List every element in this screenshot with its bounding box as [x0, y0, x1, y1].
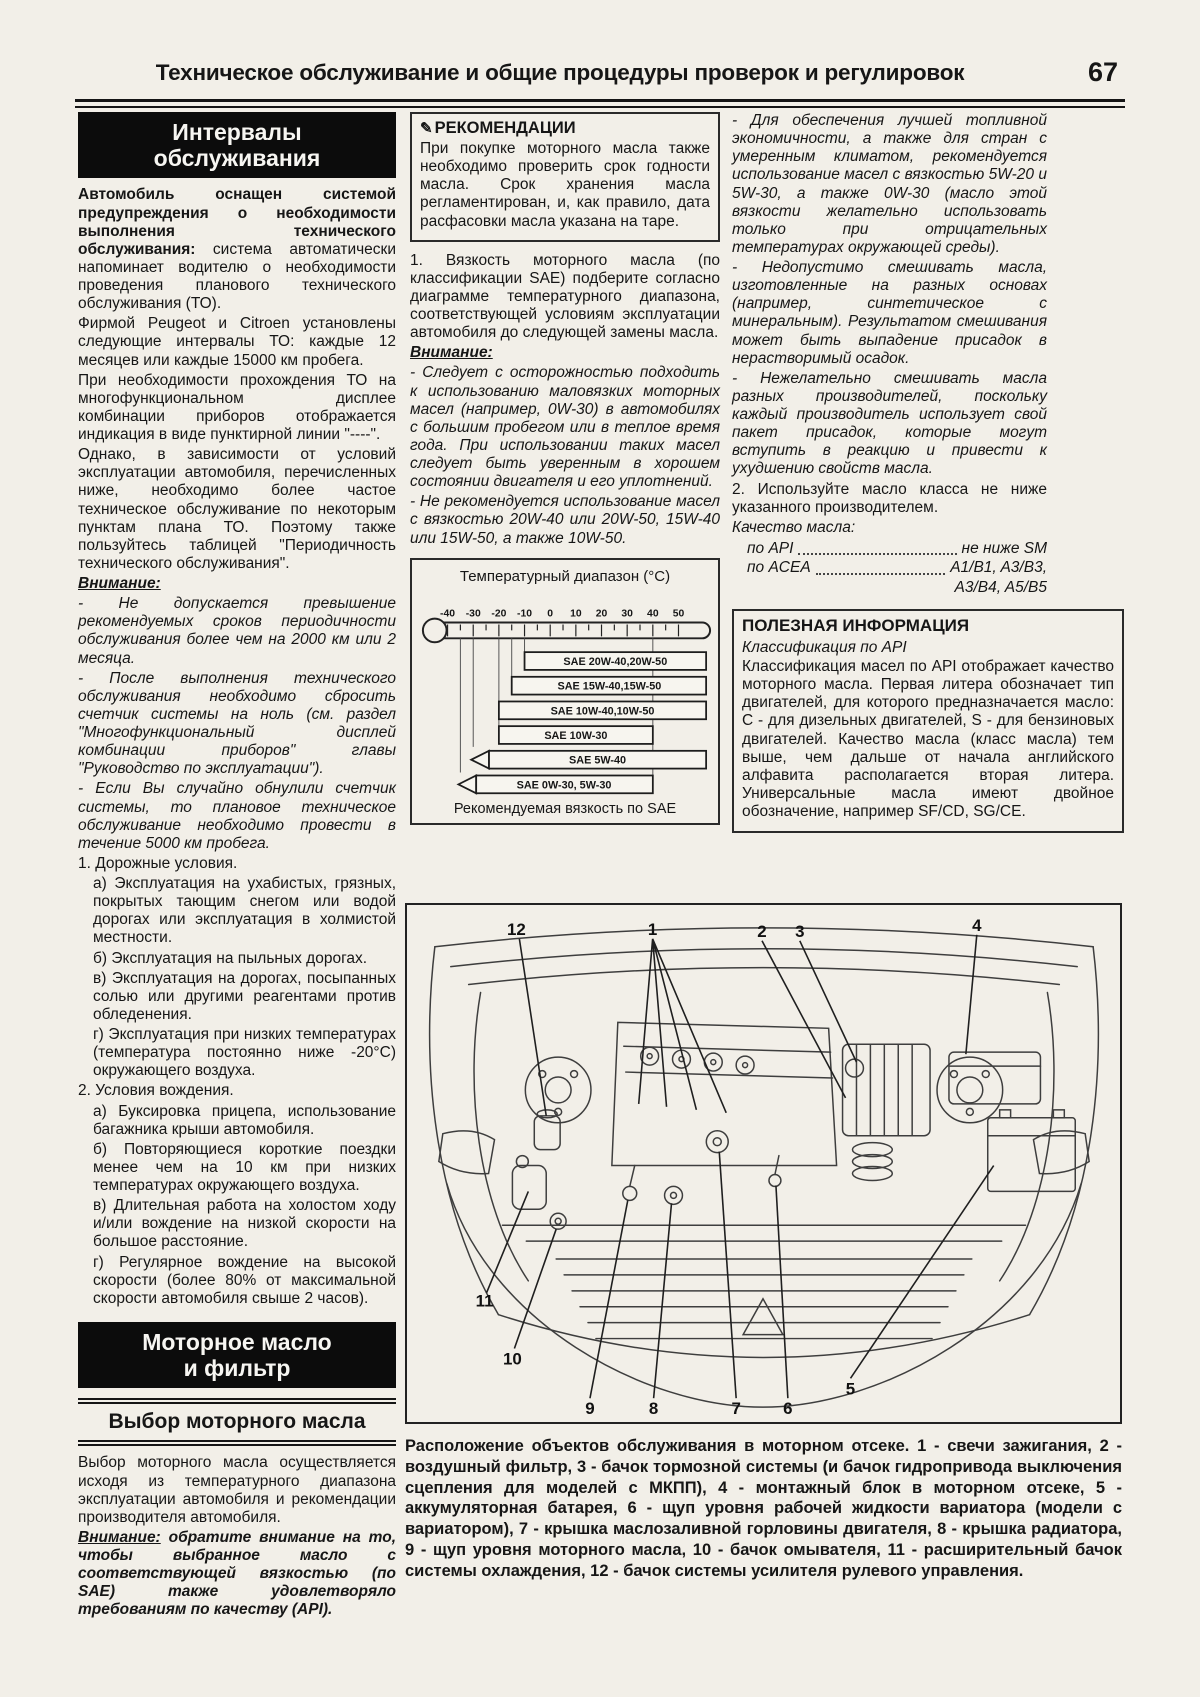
- tick-label: 0: [547, 608, 554, 620]
- callout-6: 6: [783, 1399, 793, 1419]
- attention-label: Внимание:: [78, 575, 161, 593]
- left-column: [78, 112, 396, 1622]
- useful-info-box: [732, 609, 1124, 833]
- quality-name: по API: [747, 539, 794, 557]
- list-title: 1. Дорожные условия.: [78, 854, 238, 872]
- sae-chart-graphic: [414, 587, 716, 798]
- callout-10: 10: [503, 1349, 522, 1369]
- attention-label: Внимание:: [78, 1528, 161, 1546]
- pencil-icon: ✎: [420, 120, 433, 137]
- callout-8: 8: [648, 1399, 659, 1419]
- quality-name: по ACEA: [747, 559, 811, 577]
- recommendations-title: [420, 119, 710, 138]
- callout-11: 11: [475, 1291, 494, 1311]
- bar-left-arrow: [458, 775, 476, 793]
- paragraph: Фирмой Peugeot и Citroen установлены следующие интервалы ТО: каждые 12 месяцев или каждые 15000 км пробега.: [78, 315, 396, 369]
- section-title-engine-oil: [78, 1322, 396, 1388]
- attention-item: - После выполнения технического обслуживания необходимо сбросить счетчик системы на ноль (см. раздел "Многофункциональный дисплей комбинации приборов" главы "Руководство по эксплуатации").: [78, 669, 396, 778]
- quality-value: не ниже SM: [961, 539, 1047, 557]
- callout-7: 7: [731, 1399, 741, 1419]
- lead-rest: система автоматически напоминает водителю о необходимости проведения планового технического обслуживания (ТО).: [78, 240, 396, 313]
- attention-label: Внимание:: [410, 344, 493, 362]
- page-number: 67: [1087, 57, 1118, 87]
- section-title-line: Интервалы: [172, 119, 302, 145]
- attention-item: - Следует с осторожностью подходить к использованию маловязких моторных масел (например, 0W-30) в автомобилях с большим пробегом или в теплое время года. При использовании таких масел следует быть уверенным в хорошем состоянии двигателя и его уплотнений.: [410, 364, 720, 491]
- figure-caption: Расположение объектов обслуживания в моторном отсеке. 1 - свечи зажигания, 2 - воздушный фильтр, 3 - бачок тормозной системы (и бачок гидропривода выключения сцепления для моделей с МКПП), 4 - монтажный блок в моторном отсеке, 5 - аккумуляторная батарея, 6 - щуп уровня рабочей жидкости вариатора (модели с вариатором), 7 - крышка маслозаливной горловины двигателя, 8 - крышка радиатора, 9 - щуп уровня моторного масла, 10 - бачок омывателя, 11 - расширительный бачок системы охлаждения, 12 - бачок системы усилителя рулевого управления.: [405, 1437, 1122, 1580]
- tick-label: -20: [491, 608, 507, 620]
- section-title-line: Моторное масло: [142, 1328, 332, 1355]
- step-paragraph: 1. Вязкость моторного масла (по классификации SAE) подберите согласно диаграмме температурного диапазона, соответствующей условиям эксплуатации автомобиля до следующей замены масла.: [410, 251, 720, 342]
- tick-label: 50: [672, 608, 685, 620]
- engine-bay-drawing: [407, 905, 1120, 1422]
- step-paragraph: 2. Используйте масло класса не ниже указанного производителем.: [732, 480, 1047, 516]
- attention-item: - Не рекомендуется использование масел с вязкостью 20W-40 или 20W-50, 15W-40 или 15W-50, а также 10W-50.: [410, 493, 720, 547]
- list-item: в) Длительная работа на холостом ходу и/или вождение на низкой скорости на большое расстояние.: [93, 1197, 396, 1251]
- list-item: б) Эксплуатация на пыльных дорогах.: [93, 949, 368, 967]
- bar-label: SAE 5W-40: [569, 754, 627, 767]
- quality-value-cont: A3/B4, A5/B5: [954, 578, 1047, 596]
- header-rule: [75, 99, 1125, 108]
- attention-item: - Не допускается превышение рекомендуемых сроков периодичности обслуживания более чем на 2000 км или 2 месяца.: [78, 595, 396, 667]
- bar-label: SAE 10W-40,10W-50: [550, 704, 655, 717]
- bar-label: SAE 0W-30, 5W-30: [516, 778, 612, 791]
- sae-viscosity-chart: [410, 558, 720, 825]
- section-title-service-intervals: [78, 112, 396, 178]
- bar-label: SAE 20W-40,20W-50: [563, 655, 668, 668]
- section-title-line: обслуживания: [153, 145, 321, 172]
- middle-column: [410, 112, 720, 825]
- list-item: а) Эксплуатация на ухабистых, грязных, покрытых тающим снегом или водой дорогах или эксплуатация в холмистой местности.: [93, 875, 396, 947]
- paragraph: При необходимости прохождения ТО на многофункциональном дисплее комбинации приборов отображается индикация в виде пунктирной линии "----".: [78, 371, 396, 444]
- dotted-leader: [798, 553, 956, 555]
- callout-2: 2: [757, 921, 767, 941]
- tick-label: 30: [621, 608, 633, 620]
- tick-label: 40: [647, 608, 659, 620]
- bar-label: SAE 10W-30: [544, 729, 608, 742]
- list-title: 2. Условия вождения.: [78, 1082, 234, 1100]
- recommendations-title-text: РЕКОМЕНДАЦИИ: [434, 119, 576, 137]
- callout-1: 1: [647, 919, 658, 939]
- lead-bold: Автомобиль оснащен системой предупреждения о необходимости выполнения технического обслуживания:: [78, 186, 396, 258]
- right-column: [732, 112, 1114, 833]
- note-item: - Недопустимо смешивать масла, изготовленные на разных основах (например, синтетическое с минеральным). Результатом смешивания может быть выпадение присадок в нерастворимый осадок.: [732, 259, 1047, 367]
- tick-label: 20: [595, 608, 608, 620]
- list-item: г) Регулярное вождение на высокой скорости (более 80% от максимальной скорости автомобиля свыше 2 часов).: [93, 1253, 396, 1307]
- tick-label: -30: [465, 608, 481, 620]
- tick-label: -10: [517, 608, 533, 620]
- recommendations-box: [410, 112, 720, 242]
- callout-5: 5: [845, 1379, 856, 1399]
- list-item: а) Буксировка прицепа, использование багажника крыши автомобиля.: [93, 1102, 396, 1138]
- attention-item: - Если Вы случайно обнулили счетчик системы, то плановое техническое обслуживание необходимо провести в течение 5000 км пробега.: [78, 780, 396, 852]
- info-box-body: Классификация масел по API отображает качество моторного масла. Первая литера обозначает тип двигателей, для которого предназначается масло: C - для дизельных двигателей, S - для бензиновых двигателей. Качество масла (класс масла) тем выше, чем дальше от начала английского алфавита располагается вторая литера. Универсальные масла имеют двойное обозначение, например SF/CD, SG/CE.: [742, 658, 1114, 820]
- quality-row-acea: [732, 558, 1047, 577]
- subsection-title-oil-choice: Выбор моторного масла: [78, 1398, 396, 1446]
- callout-3: 3: [795, 921, 805, 941]
- engine-bay-drawing-frame: [405, 903, 1122, 1424]
- list-item: г) Эксплуатация при низких температурах (температура постоянно ниже -20°C) окружающего воздуха.: [93, 1026, 396, 1080]
- callout-4: 4: [972, 915, 982, 935]
- info-box-subtitle: Классификация по API: [742, 639, 907, 656]
- quality-label: Качество масла:: [732, 518, 856, 536]
- thermometer-bulb: [423, 618, 447, 642]
- chart-caption: Рекомендуемая вязкость по SAE: [453, 800, 677, 817]
- attention-paragraph: [78, 1529, 396, 1620]
- bar-label: SAE 15W-40,15W-50: [557, 680, 662, 693]
- list-item: б) Повторяющиеся короткие поездки менее чем на 10 км при низких температурах окружающего воздуха.: [93, 1140, 396, 1195]
- info-box-title: ПОЛЕЗНАЯ ИНФОРМАЦИЯ: [742, 616, 970, 635]
- note-item: - Для обеспечения лучшей топливной экономичности, а также для стран с умеренным климатом, рекомендуется использование масел с вязкостью 5W-20 и 5W-30, а также 0W-30 (масло этой вязкости желательно использовать только при отрицательных температурах окружающей среды).: [732, 112, 1047, 256]
- chart-title: Температурный диапазон (°C): [459, 567, 671, 585]
- tick-label: 10: [570, 608, 582, 620]
- section-title-line: и фильтр: [183, 1355, 291, 1382]
- tick-label: -40: [440, 608, 456, 620]
- bar-left-arrow: [471, 750, 489, 768]
- callout-12: 12: [506, 919, 526, 939]
- quality-value: A1/B1, A3/B3,: [950, 559, 1047, 577]
- paragraph: Однако, в зависимости от условий эксплуатации автомобиля, перечисленных ниже, необходимо более частое техническое обслуживание по некоторым пунктам плана ТО. Поэтому также пользуйтесь таблицей "Периодичность технического обслуживания".: [78, 446, 396, 572]
- thermometer-ticks: [448, 624, 679, 636]
- paragraph: Выбор моторного масла осуществляется исходя из температурного диапазона эксплуатации автомобиля и рекомендации производителя автомобиля.: [78, 1454, 396, 1526]
- note-item: - Нежелательно смешивать масла разных производителей, поскольку каждый производитель использует свой пакет присадок, которые могут вступить в реакцию и привести к ухудшению свойств масла.: [732, 369, 1047, 478]
- recommendations-body: При покупке моторного масла также необходимо проверить срок годности масла. Срок хранения масла регламентирован, и, как правило, дата расфасовки масла указана на таре.: [420, 140, 710, 230]
- callout-9: 9: [585, 1399, 595, 1419]
- page-title: Техническое обслуживание и общие процедуры проверок и регулировок: [155, 60, 965, 85]
- quality-row-api: [732, 539, 1047, 558]
- attention-text: обратите внимание на то, чтобы выбранное масло с соответствующей вязкостью (по SAE) также удовлетворяло требованиям по качеству (API).: [78, 1528, 396, 1619]
- paragraph: [78, 186, 396, 313]
- list-item: в) Эксплуатация на дорогах, посыпанных солью или другими реагентами против обледенения.: [93, 969, 396, 1023]
- dotted-leader: [816, 573, 946, 575]
- engine-bay-figure: [405, 903, 1122, 1582]
